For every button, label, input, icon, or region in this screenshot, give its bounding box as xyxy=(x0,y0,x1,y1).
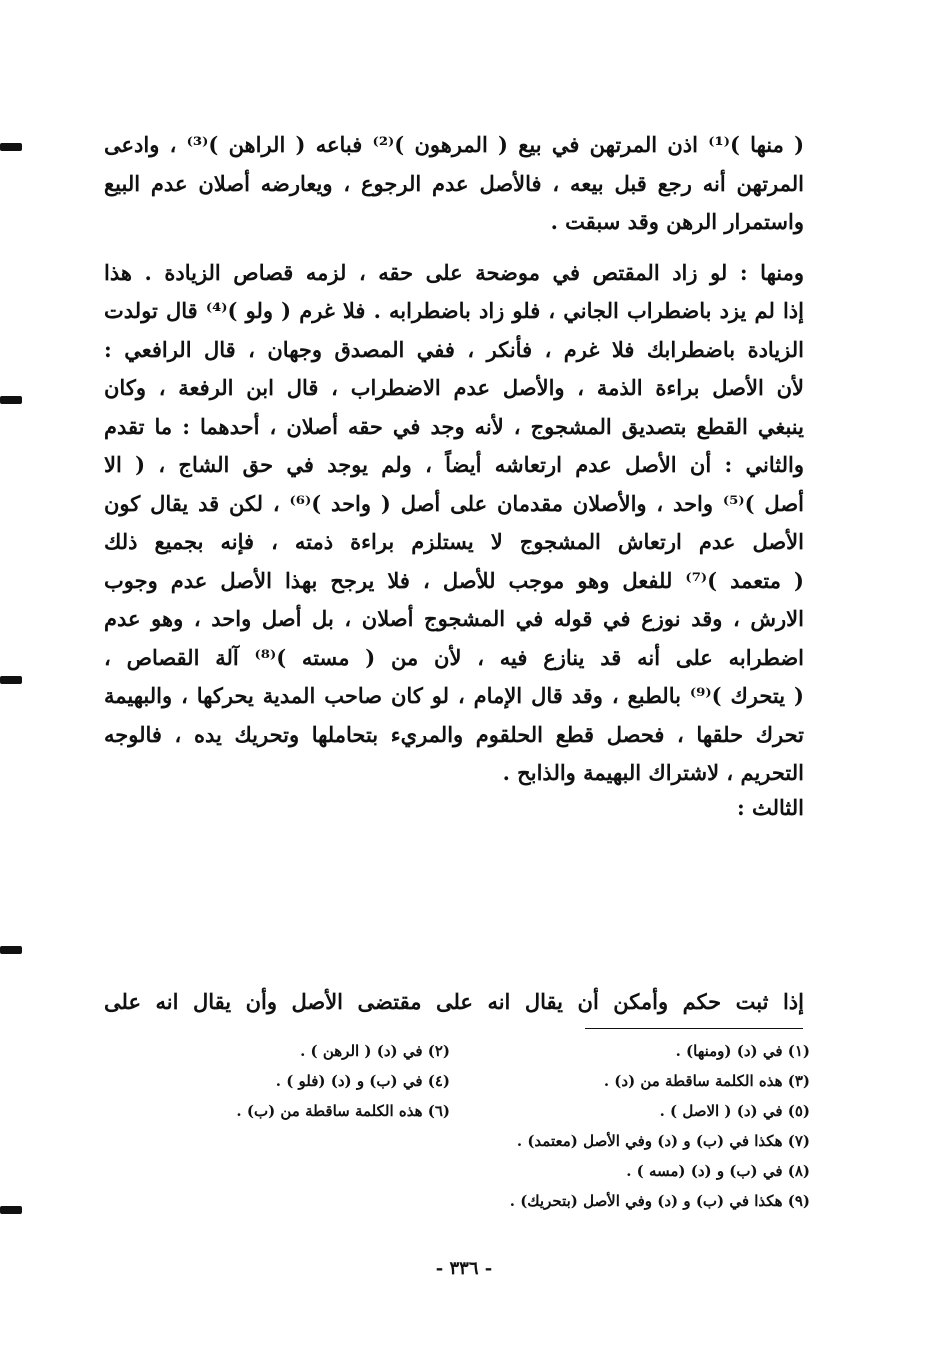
text-line: ( منها )⁽¹⁾ اذن المرتهن في بيع ( المرهون )⁽²⁾ فباعه ( الراهن )⁽³⁾ ، وادعى xyxy=(104,132,804,157)
text-line: تحرك حلقها ، فحصل قطع الحلقوم والمريء بتحاملها وتحريك يده ، فالوجه xyxy=(104,721,804,747)
footnote: (١) في (د) (ومنها) . xyxy=(675,1042,810,1060)
margin-mark xyxy=(0,143,22,151)
text-line: ( متعمد )⁽⁷⁾ للفعل وهو موجب للأصل ، فلا يرجح بهذا الأصل عدم وجوب xyxy=(104,567,804,593)
footnote-divider xyxy=(585,1028,803,1029)
margin-mark xyxy=(0,396,22,404)
text-line: والثاني : أن الأصل عدم ارتعاشه أيضاً ، ولم يوجد في حق الشاج ، ( الا xyxy=(104,452,804,477)
footnote: (٤) في (ب) و (د) (فلو ) . xyxy=(275,1072,450,1090)
text-line: أصل )⁽⁵⁾ واحد ، والأصلان مقدمان على أصل ( واحد )⁽⁶⁾ ، لكن قد يقال كون xyxy=(104,490,804,516)
text-line: واستمرار الرهن وقد سبقت . xyxy=(550,209,804,234)
text-line: اضطرابه على أنه قد ينازع فيه ، لأن من ( مسته )⁽⁸⁾ آلة القصاص ، xyxy=(104,644,804,670)
text-line: المرتهن أنه رجع قبل بيعه ، فالأصل عدم الرجوع ، ويعارضه أصلان عدم البيع xyxy=(104,170,804,196)
text-line: التحريم ، لاشتراك البهيمة والذابح . xyxy=(502,760,804,785)
footnote: (٦) هذه الكلمة ساقطة من (ب) . xyxy=(236,1102,450,1120)
text-line: إذا ثبت حكم وأمكن أن يقال انه على مقتضى الأصل وأن يقال انه على xyxy=(104,989,804,1014)
footnote: (٧) هكذا في (ب) و (د) وفي الأصل (معتمد) . xyxy=(516,1132,810,1150)
footnote: (٥) في (د) ( الاصل ) . xyxy=(659,1102,810,1120)
page-number: - ٣٣٦ - xyxy=(435,1258,493,1279)
main-text xyxy=(104,126,804,823)
text-line: الارش ، وقد نوزع في قوله في المشجوج أصلان ، بل أصل واحد ، وهو عدم xyxy=(104,606,804,631)
text-line: إذا لم يزد باضطراب الجاني ، فلو زاد باضطرابه . فلا غرم ( ولو )⁽⁴⁾ قال تولدت xyxy=(104,298,804,323)
section-heading: الثالث : xyxy=(736,794,804,820)
footnote: (٣) هذه الكلمة ساقطة من (د) . xyxy=(603,1072,810,1090)
footnote: (٨) في (ب) و (د) (مسه ) . xyxy=(626,1162,810,1180)
paragraph-1 xyxy=(104,126,804,242)
text-line: الزيادة باضطرابك فلا غرم ، فأنكر ، ففي المصدق وجهان ، قال الرافعي : xyxy=(104,336,804,362)
text-line: الأصل عدم ارتعاش المشجوج لا يستلزم براءة ذمته ، فإنه بجميع ذلك xyxy=(104,529,804,554)
paragraph-2 xyxy=(104,254,804,793)
footnote: (٩) هكذا في (ب) و (د) وفي الأصل (بتحريك) . xyxy=(509,1192,810,1210)
margin-mark xyxy=(0,676,22,684)
text-line: لأن الأصل براءة الذمة ، والأصل عدم الاضطراب ، قال ابن الرفعة ، وكان xyxy=(104,375,804,400)
footnote: (٢) في (د) ( الرهن ) . xyxy=(300,1042,450,1060)
margin-mark xyxy=(0,1206,22,1214)
text-line: ينبغي القطع بتصديق المشجوج ، لأنه وجد في حقه أصلان ، أحدهما : ما تقدم xyxy=(104,413,804,439)
margin-mark xyxy=(0,946,22,954)
text-line: ( يتحرك )⁽⁹⁾ بالطبع ، وقد قال الإمام ، لو كان صاحب المدية يحركها ، والبهيمة xyxy=(104,683,804,708)
footnotes xyxy=(150,1036,810,1216)
text-line: ومنها : لو زاد المقتص في موضحة على حقه ، لزمه قصاص الزيادة . هذا xyxy=(104,259,804,285)
